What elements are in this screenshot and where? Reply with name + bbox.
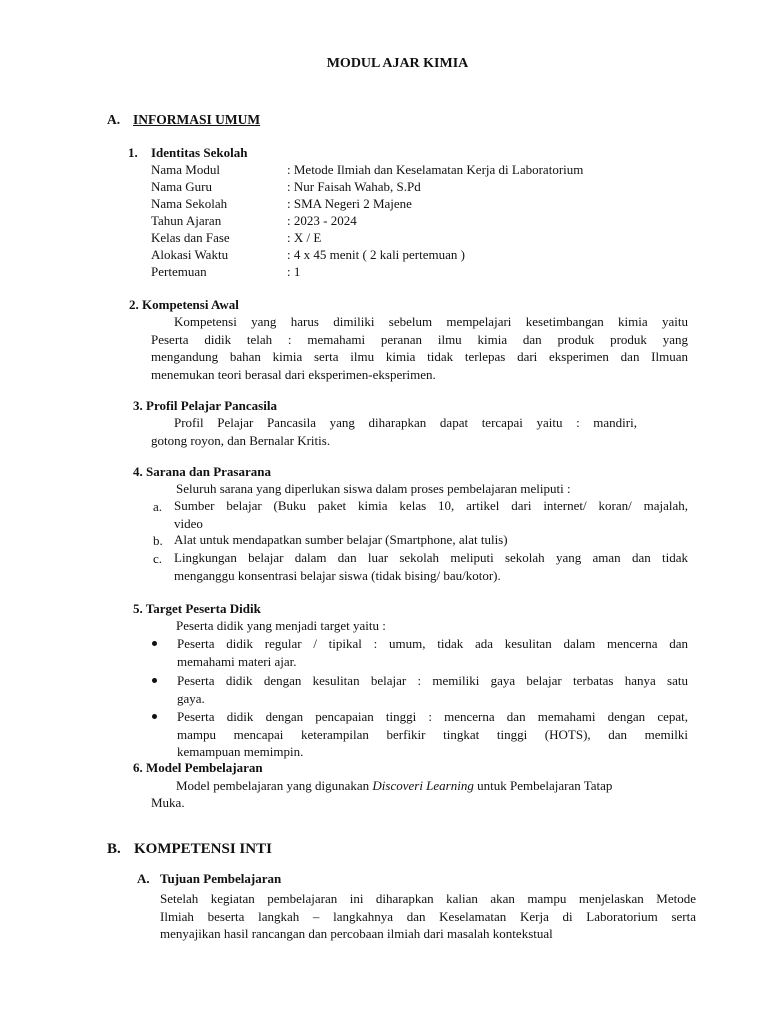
identitas-label: Tahun Ajaran (151, 213, 222, 228)
target-item (177, 708, 688, 761)
section-b-title: KOMPETENSI INTI (134, 841, 272, 857)
model-text: untuk Pembelajaran Tatap (473, 778, 613, 793)
identitas-value: : 2023 - 2024 (287, 213, 357, 228)
list-item-line: mampu mencapai keterampilan berfikir tingkat tinggi (HOTS), dan memilki (177, 726, 688, 742)
identitas-label: Pertemuan (151, 264, 207, 279)
profil-paragraph (151, 414, 637, 449)
list-marker: c. (153, 551, 163, 566)
kompetensi-awal-heading: 2. Kompetensi Awal (129, 297, 239, 312)
tujuan-heading: Tujuan Pembelajaran (160, 871, 282, 886)
document-title: MODUL AJAR KIMIA (326, 56, 469, 71)
identitas-label: Nama Guru (151, 179, 213, 194)
list-marker: a. (153, 499, 163, 514)
identitas-value: : X / E (287, 230, 322, 245)
paragraph-line: menyajikan hasil rancangan dan percobaan ilmiah dari masalah kontekstual (160, 926, 553, 941)
target-item (177, 672, 688, 707)
paragraph-line: Kompetensi yang harus dimiliki sebelum mempelajari kesetimbangan kimia yaitu (174, 314, 688, 329)
identitas-label: Nama Modul (151, 162, 220, 177)
model-text: Model pembelajaran yang digunakan (176, 778, 373, 793)
model-line-1 (176, 777, 612, 794)
paragraph-line: gotong royon, dan Bernalar Kritis. (151, 432, 331, 448)
target-item (177, 635, 688, 670)
target-heading: 5. Target Peserta Didik (133, 601, 261, 616)
list-item-line: Peserta didik dengan kesulitan belajar : memiliki gaya belajar terbatas hanya satu (177, 673, 688, 688)
tujuan-letter: A. (137, 871, 150, 886)
kompetensi-awal-paragraph (151, 313, 688, 383)
list-item-line: gaya. (177, 690, 205, 706)
paragraph-line: Ilmiah beserta langkah – langkahnya dan Keselamatan Kerja di Laboratorium serta (160, 908, 696, 924)
sarana-item (174, 531, 688, 549)
tujuan-paragraph (160, 890, 696, 943)
model-name: Discoveri Learning (372, 778, 474, 793)
section-a-letter: A. (107, 112, 121, 127)
sarana-heading: 4. Sarana dan Prasarana (133, 464, 271, 479)
list-item-line: memahami materi ajar. (177, 653, 297, 669)
paragraph-line: Profil Pelajar Pancasila yang diharapkan dapat tercapai yaitu : mandiri, (174, 415, 637, 430)
list-item-line: Peserta didik regular / tipikal : umum, tidak ada kesulitan dalam mencerna dan (177, 636, 688, 651)
list-item-line: menganggu konsentrasi belajar siswa (tidak bising/ bau/kotor). (174, 567, 501, 583)
identitas-value: : 1 (287, 264, 301, 279)
paragraph-line: Peserta didik telah : memahami peranan ilmu kimia dan produk produk yang (151, 331, 688, 347)
list-item-line: Peserta didik dengan pencapaian tinggi : mencerna dan memahami dengan cepat, (177, 709, 688, 724)
identitas-number: 1. (128, 145, 138, 160)
list-item-line: Alat untuk mendapatkan sumber belajar (Smartphone, alat tulis) (174, 532, 508, 547)
list-item-line: video (174, 515, 203, 531)
sarana-intro: Seluruh sarana yang diperlukan siswa dalam proses pembelajaran meliputi : (176, 481, 571, 496)
section-b-letter: B. (107, 841, 121, 857)
model-heading: 6. Model Pembelajaran (133, 760, 263, 775)
list-item-line: kemampuan memimpin. (177, 744, 304, 759)
sarana-item (174, 549, 688, 584)
identitas-value: : SMA Negeri 2 Majene (287, 196, 412, 211)
list-item-line: Sumber belajar (Buku paket kimia kelas 10, artikel dari internet/ koran/ majalah, (174, 498, 688, 513)
profil-heading: 3. Profil Pelajar Pancasila (133, 398, 277, 413)
target-intro: Peserta didik yang menjadi target yaitu : (176, 618, 386, 633)
model-line-2: Muka. (151, 795, 185, 810)
sarana-item (174, 497, 688, 532)
paragraph-line: menemukan teori berasal dari eksperimen-eksperimen. (151, 366, 436, 382)
identitas-label: Nama Sekolah (151, 196, 228, 211)
identitas-heading: Identitas Sekolah (151, 145, 248, 160)
list-marker: b. (153, 533, 163, 548)
identitas-value: : 4 x 45 menit ( 2 kali pertemuan ) (287, 247, 465, 262)
identitas-label: Kelas dan Fase (151, 230, 230, 245)
identitas-label: Alokasi Waktu (151, 247, 229, 262)
bullet-icon (152, 641, 157, 646)
bullet-icon (152, 714, 157, 719)
section-a-title: INFORMASI UMUM (133, 112, 261, 127)
identitas-value: : Nur Faisah Wahab, S.Pd (287, 179, 421, 194)
paragraph-line: Setelah kegiatan pembelajaran ini diharapkan kalian akan mampu menjelaskan Metode (160, 891, 696, 906)
list-item-line: Lingkungan belajar dalam dan luar sekolah meliputi sekolah yang aman dan tidak (174, 550, 688, 565)
bullet-icon (152, 678, 157, 683)
identitas-value: : Metode Ilmiah dan Keselamatan Kerja di Laboratorium (287, 162, 584, 177)
paragraph-line: mengandung bahan kimia serta ilmu kimia tidak terlepas dari eksperimen dan Ilmuan (151, 349, 688, 364)
